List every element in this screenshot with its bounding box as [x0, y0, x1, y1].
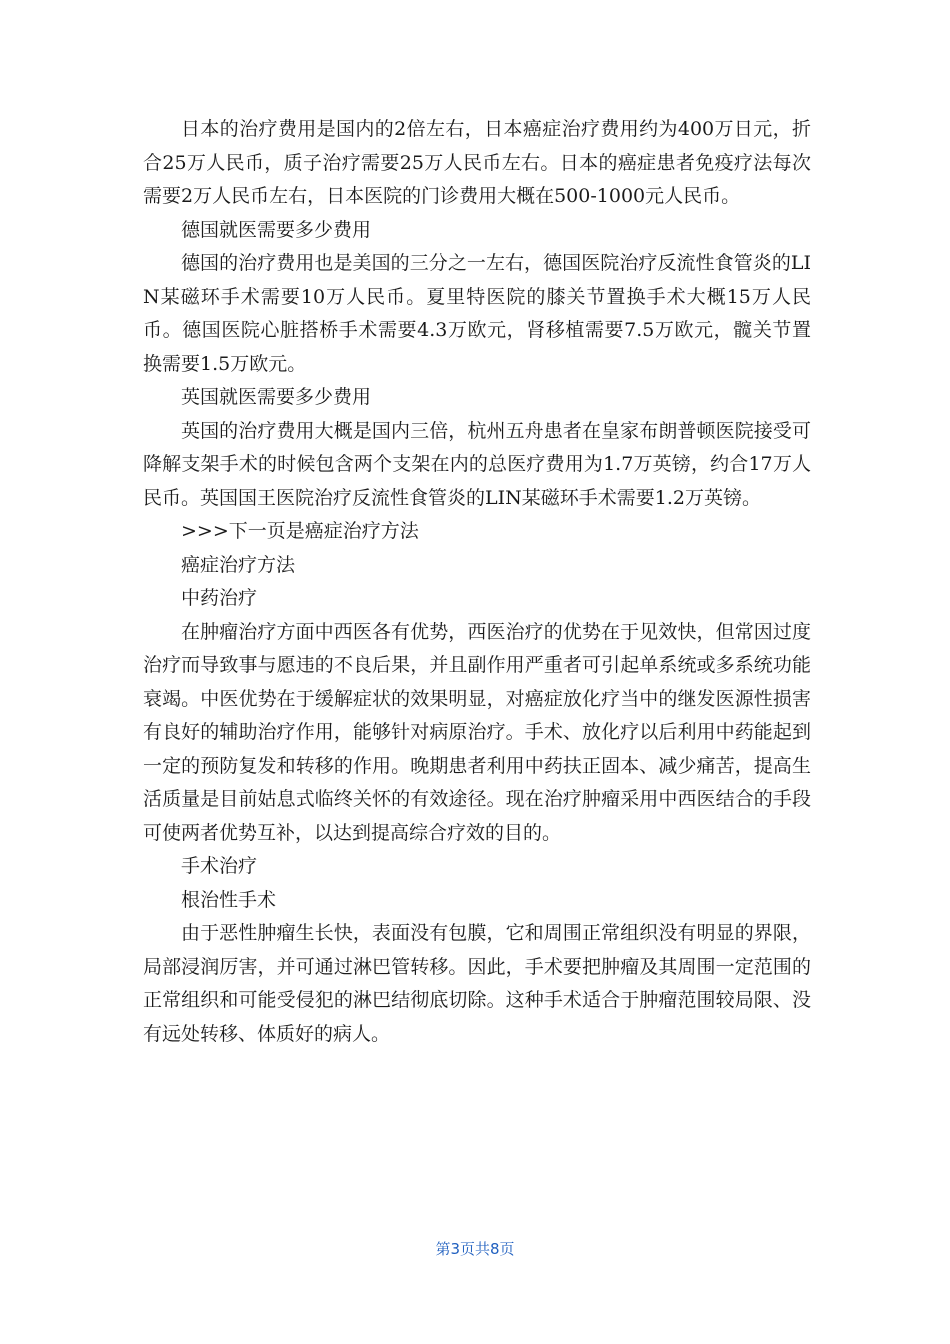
paragraph-germany-costs: 德国的治疗费用也是美国的三分之一左右，德国医院治疗反流性食管炎的LIN某磁环手术需要10万人民币。夏里特医院的膝关节置换手术大概15万人民币。德国医院心脏搭桥手术需要4.3万欧元，肾移植需要7.5万欧元，髋关节置换需要1.5万欧元。 [143, 252, 811, 375]
heading-uk-costs: 英国就医需要多少费用 [181, 386, 372, 408]
paragraph-uk-costs: 英国的治疗费用大概是国内三倍，杭州五舟患者在皇家布朗普顿医院接受可降解支架手术的时候包含两个支架在内的总医疗费用为1.7万英镑，约合17万人民币。英国国王医院治疗反流性食管炎的LIN某磁环手术需要1.2万英镑。 [143, 419, 811, 509]
heading-germany-costs: 德国就医需要多少费用 [181, 218, 372, 241]
heading-tcm-treatment: 中药治疗 [181, 587, 258, 609]
heading-surgical-treatment: 手术治疗 [181, 855, 258, 877]
page-number: 第3页共8页 [435, 1240, 515, 1258]
heading-radical-surgery: 根治性手术 [181, 888, 277, 911]
paragraph-radical-surgery: 由于恶性肿瘤生长快，表面没有包膜，它和周围正常组织没有明显的界限，局部浸润厉害，并可通过淋巴管转移。因此，手术要把肿瘤及其周围一定范围的正常组织和可能受侵犯的淋巴结彻底切除。这种手术适合于肿瘤范围较局限、没有远处转移、体质好的病人。 [143, 922, 811, 1045]
document-body [143, 113, 811, 1051]
paragraph-tcm-treatment: 在肿瘤治疗方面中西医各有优势，西医治疗的优势在于见效快，但常因过度治疗而导致事与愿违的不良后果，并且副作用严重者可引起单系统或多系统功能衰竭。中医优势在于缓解症状的效果明显，对癌症放化疗当中的继发医源性损害有良好的辅助治疗作用，能够针对病原治疗。手术、放化疗以后利用中药能起到一定的预防复发和转移的作用。晚期患者利用中药扶正固本、减少痛苦，提高生活质量是目前姑息式临终关怀的有效途径。现在治疗肿瘤采用中西医结合的手段可使两者优势互补，以达到提高综合疗效的目的。 [143, 620, 811, 844]
next-page-note: >>>下一页是癌症治疗方法 [181, 520, 419, 542]
heading-cancer-treatment: 癌症治疗方法 [181, 553, 296, 576]
paragraph-japan-costs: 日本的治疗费用是国内的2倍左右，日本癌症治疗费用约为400万日元，折合25万人民币，质子治疗需要25万人民币左右。日本的癌症患者免疫疗法每次需要2万人民币左右，日本医院的门诊费用大概在500-1000元人民币。 [143, 118, 811, 207]
